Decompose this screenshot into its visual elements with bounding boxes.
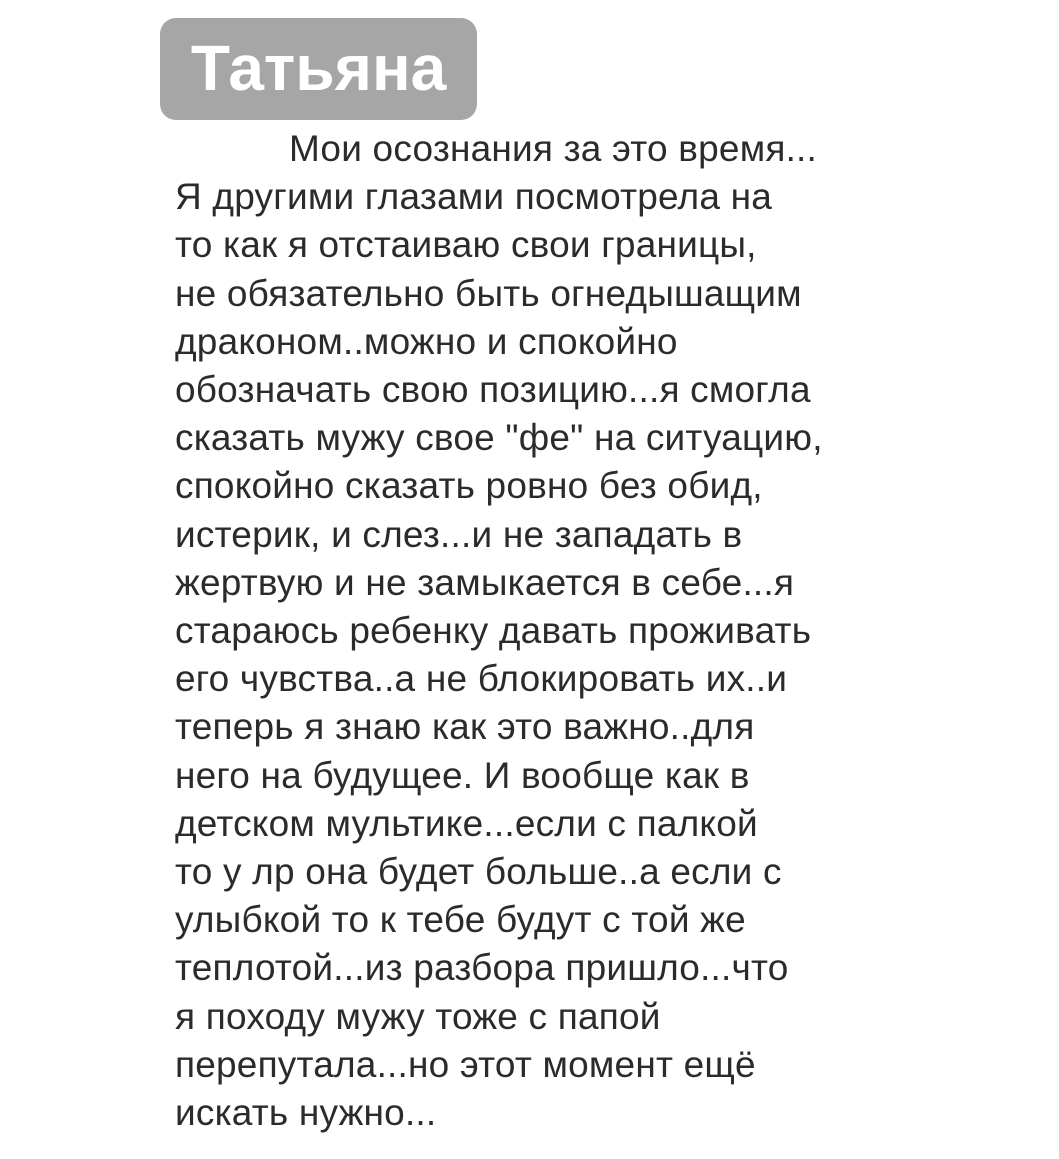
- message-line: искать нужно...: [175, 1092, 437, 1134]
- message-text: [175, 125, 1035, 1137]
- message-line: Я другими глазами посмотрела на: [175, 176, 773, 218]
- message-line: перепутала...но этот момент ещё: [175, 1043, 756, 1085]
- author-name: Татьяна: [190, 32, 447, 104]
- message-line: детском мультике...если с палкой: [175, 802, 758, 844]
- message-line: спокойно сказать ровно без обид,: [175, 465, 763, 507]
- author-name-badge: [160, 18, 477, 120]
- message-line: стараюсь ребенку давать проживать: [175, 610, 812, 652]
- message-line: его чувства..а не блокировать их..и: [175, 658, 788, 700]
- message-line: истерик, и слез...и не западать в: [175, 513, 743, 555]
- message-line: не обязательно быть огнедышащим: [175, 272, 802, 314]
- message-line: Мои осознания за это время...: [289, 128, 818, 169]
- message-line: я походу мужу тоже с папой: [175, 995, 661, 1037]
- message-line: драконом..можно и спокойно: [175, 320, 678, 362]
- message-line: то у лр она будет больше..а если с: [175, 851, 782, 893]
- message-line: сказать мужу свое "фе" на ситуацию,: [175, 417, 823, 459]
- message-line: то как я отстаиваю свои границы,: [175, 224, 757, 266]
- message-line: него на будущее. И вообще как в: [175, 754, 750, 796]
- message-line: улыбкой то к тебе будут с той же: [175, 899, 746, 941]
- message-line: жертвую и не замыкается в себе...я: [175, 561, 795, 603]
- message-line: теперь я знаю как это важно..для: [175, 706, 755, 748]
- message-line: обозначать свою позицию...я смогла: [175, 369, 811, 411]
- message-line: теплотой...из разбора пришло...что: [175, 947, 789, 989]
